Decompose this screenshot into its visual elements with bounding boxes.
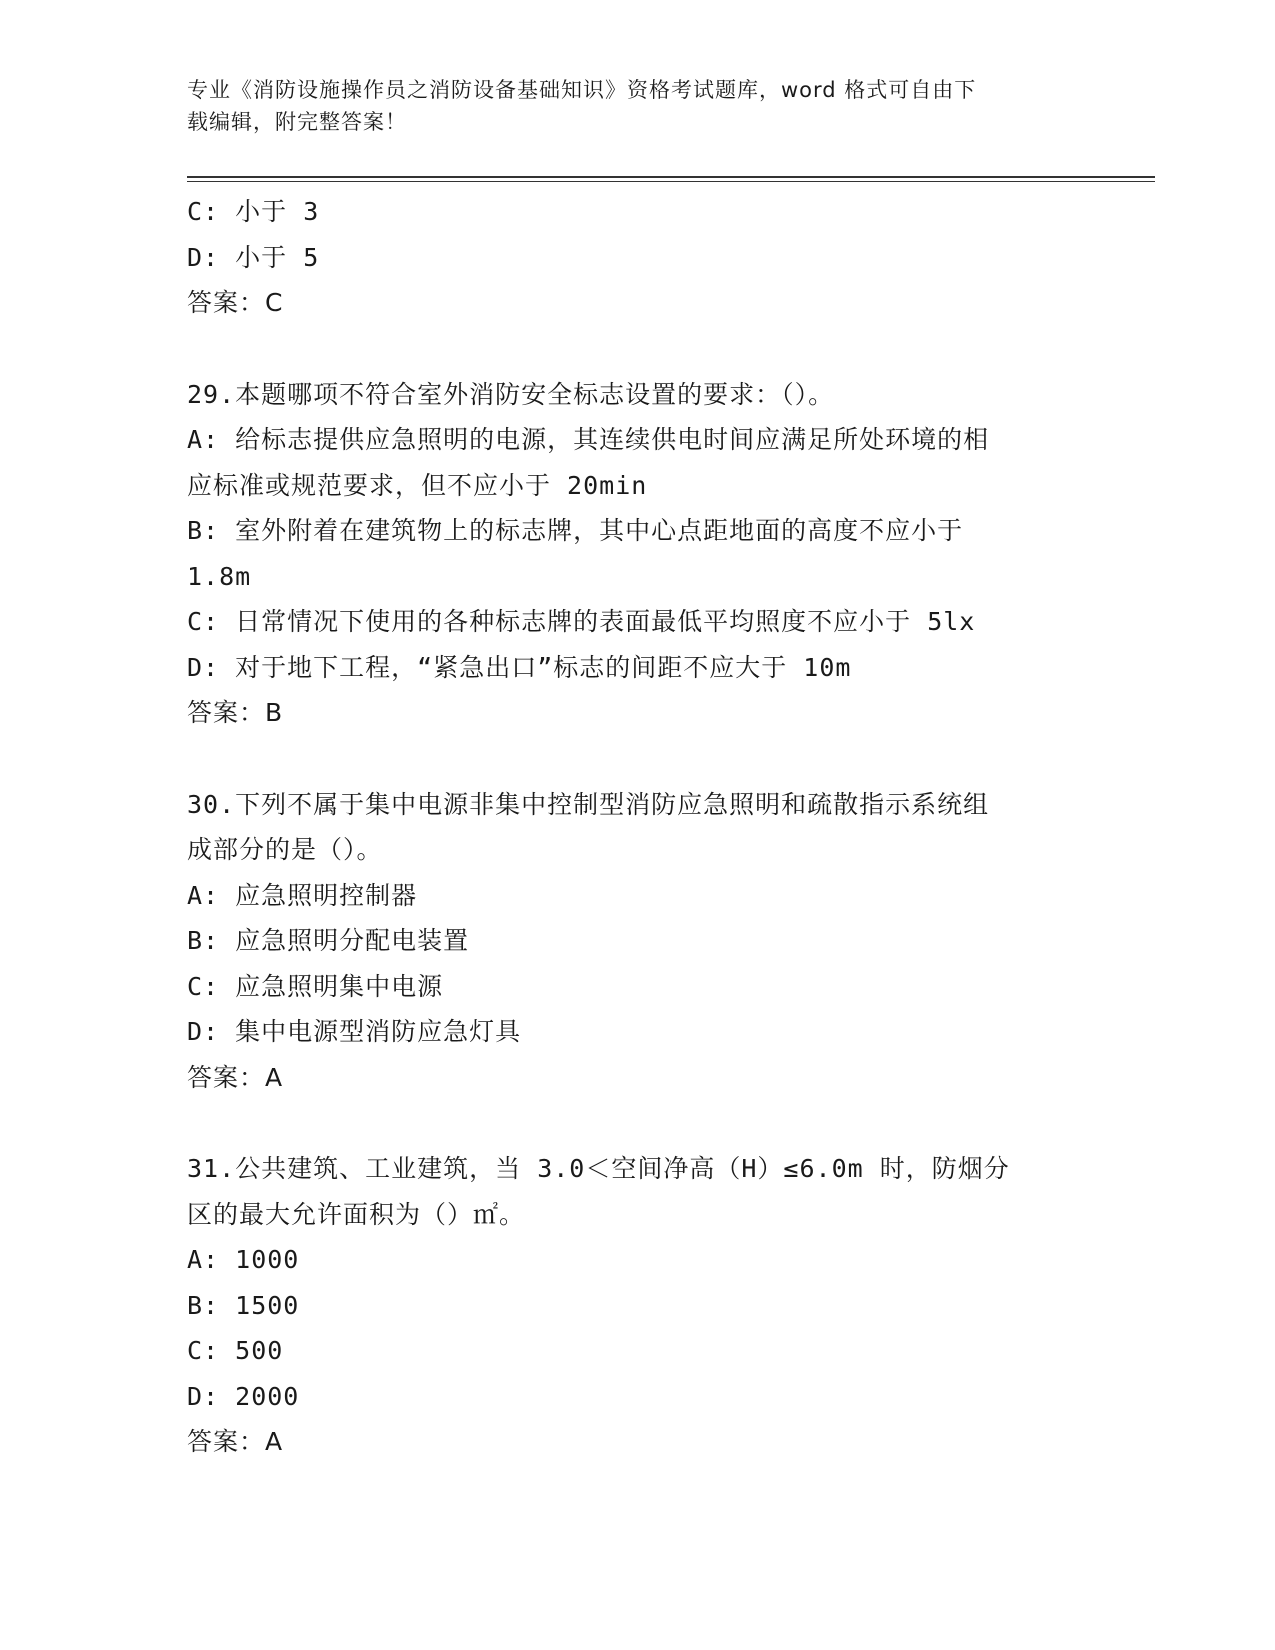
document-header (187, 74, 1087, 138)
option-d: D: 对于地下工程，“紧急出口”标志的间距不应大于 10m (187, 652, 852, 682)
question-stem: 31.公共建筑、工业建筑，当 3.0＜空间净高（H）≤6.0m 时，防烟分 (187, 1154, 1010, 1183)
option-c: C: 应急照明集中电源 (187, 971, 444, 1001)
answer-line: 答案：B (187, 698, 284, 727)
option-b: B: 应急照明分配电装置 (187, 926, 470, 955)
question-stem: 29.本题哪项不符合室外消防安全标志设置的要求：（）。 (187, 379, 835, 409)
header-line-1: 专业《消防设施操作员之消防设备基础知识》资格考试题库，word 格式可自由下 (187, 78, 977, 102)
question-stem-continued: 成部分的是（）。 (187, 835, 383, 864)
header-divider-thick (187, 176, 1155, 178)
option-b: B: 室外附着在建筑物上的标志牌，其中心点距地面的高度不应小于 (187, 516, 964, 545)
answer-line: 答案：C (187, 288, 284, 317)
header-line-2: 载编辑，附完整答案！ (187, 110, 407, 134)
spacer (187, 1100, 1087, 1146)
question-28-continued (187, 189, 1087, 326)
option-c: C: 日常情况下使用的各种标志牌的表面最低平均照度不应小于 5lx (187, 607, 976, 636)
spacer (187, 326, 1087, 372)
option-a: A: 给标志提供应急照明的电源，其连续供电时间应满足所处环境的相 (187, 425, 990, 454)
spacer (187, 736, 1087, 782)
option-b-continued: 1.8m (187, 561, 252, 591)
option-d: D: 2000 (187, 1381, 300, 1411)
option-a-continued: 应标准或规范要求，但不应小于 20min (187, 470, 648, 500)
question-31 (187, 1146, 1087, 1465)
option-c: C: 小于 3 (187, 197, 320, 226)
question-30 (187, 782, 1087, 1101)
option-d: D: 小于 5 (187, 242, 320, 272)
answer-line: 答案：A (187, 1427, 284, 1456)
question-29 (187, 372, 1087, 736)
question-stem-continued: 区的最大允许面积为（）㎡。 (187, 1199, 526, 1229)
header-divider-thin (187, 181, 1155, 182)
answer-line: 答案：A (187, 1062, 284, 1092)
question-list (187, 189, 1087, 1465)
question-stem: 30.下列不属于集中电源非集中控制型消防应急照明和疏散指示系统组 (187, 789, 990, 819)
option-d: D: 集中电源型消防应急灯具 (187, 1017, 522, 1046)
option-b: B: 1500 (187, 1290, 300, 1320)
option-a: A: 应急照明控制器 (187, 880, 418, 910)
option-c: C: 500 (187, 1336, 284, 1365)
option-a: A: 1000 (187, 1245, 300, 1274)
